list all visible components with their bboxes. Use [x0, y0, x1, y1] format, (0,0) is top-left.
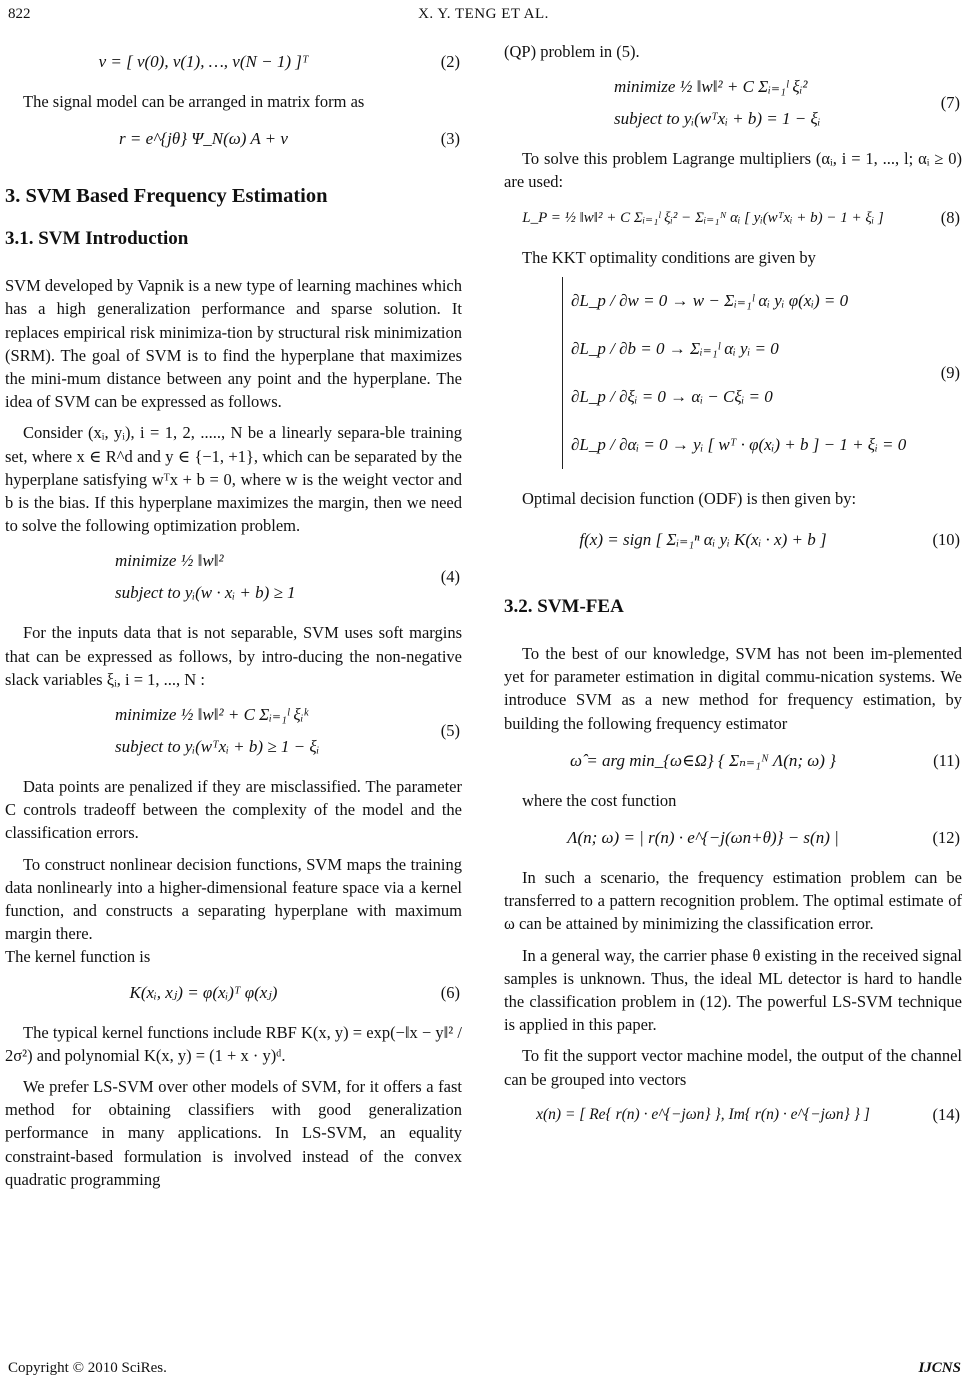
paragraph-soft-margin: For the inputs data that is not separable, SVM uses soft margins that can be expressed as follows, by intro-ducing the non-negative slack variables ξᵢ, i = 1, ..., N :: [5, 623, 462, 689]
page-number: 822: [8, 6, 31, 22]
equation-4: [5, 545, 462, 609]
paragraph-best-knowledge: To the best of our knowledge, SVM has not been im-plemented yet for parameter estimation in digital commu-nication systems. We introduce SVM as a new method for frequency estimation, by building the following frequency estimator: [504, 644, 962, 733]
subsection-heading-3-1: 3.1. SVM Introduction: [5, 228, 189, 250]
paragraph-consider: Consider (xᵢ, yᵢ), i = 1, 2, ....., N be a linearly separa-ble training set, where x ∈ R^d and y ∈ {−1, +1}, which can be separated by the hyperplane satisfying wᵀx + b = 0, where w is the weight vector and b is the bias. If this hyperplane maximizes the margin, then we need to solve the following optimization problem.: [5, 423, 462, 536]
copyright-notice: Copyright © 2010 SciRes.: [8, 1360, 167, 1376]
equation-9-line3: ∂L_p / ∂ξᵢ = 0 → αᵢ − Cξᵢ = 0: [571, 386, 773, 406]
equation-11-text: ω̂ = arg min_{ω∈Ω} { Σₙ₌₁ᴺ Λ(n; ω) }: [570, 750, 836, 770]
paragraph-penalized: Data points are penalized if they are misclassified. The parameter C controls tradeoff between the complexity of the model and the classification errors.: [5, 777, 462, 843]
equation-5-number: (5): [440, 721, 460, 741]
equation-8: [504, 202, 962, 234]
paragraph-kernel-is: The kernel function is: [5, 947, 151, 967]
equation-14: [504, 1099, 962, 1131]
right-column: [504, 40, 962, 1143]
equation-7: [504, 71, 962, 135]
equation-9-number: (9): [940, 362, 960, 382]
paragraph-scenario: In such a scenario, the frequency estimation problem can be transferred to a pattern recognition problem. The optimal estimate of ω can be attained by minimizing the classification error.: [504, 868, 962, 934]
equation-2-text: v = [ v(0), v(1), …, v(N − 1) ]ᵀ: [98, 52, 309, 71]
equation-4-line2: subject to yᵢ(w · xᵢ + b) ≥ 1: [115, 583, 296, 603]
equation-10-text: f(x) = sign [ Σᵢ₌₁ⁿ αᵢ yᵢ K(xᵢ · x) + b ]: [579, 530, 827, 550]
equation-12-text: Λ(n; ω) = | r(n) · e^{−j(ωn+θ)} − s(n) |: [567, 828, 839, 848]
equation-4-number: (4): [440, 567, 460, 587]
equation-3-text: r = e^{jθ} Ψ_N(ω) A + v: [119, 129, 288, 149]
paragraph-kkt: The KKT optimality conditions are given by: [522, 247, 816, 267]
paragraph-nonlinear: To construct nonlinear decision functions, SVM maps the training data nonlinearly into a higher-dimensional feature space via a kernel function, and constructs a separating hyperplane with maximum margin there.: [5, 854, 462, 944]
equation-9-line1: ∂L_p / ∂w = 0 → w − Σᵢ₌₁ˡ αᵢ yᵢ φ(xᵢ) = 0: [571, 290, 849, 310]
left-column: [5, 40, 462, 1199]
equation-5-line1: minimize ½ ‖w‖² + C Σᵢ₌₁ˡ ξᵢᵏ: [115, 705, 309, 725]
paragraph-ls-svm: We prefer LS-SVM over other models of SVM, for it offers a fast method for obtaining classifiers with good generalization performance in many applications. In LS-SVM, an equality constraint-based formulation is involved instead of the convex quadratic programming: [5, 1077, 462, 1189]
page-footer: [0, 1360, 967, 1382]
equation-14-text: x(n) = [ Re{ r(n) · e^{−jωn} }, Im{ r(n) · e^{−jωn} } ]: [536, 1105, 870, 1123]
paragraph-typical-kernels: The typical kernel functions include RBF K(x, y) = exp(−‖x − y‖² / 2σ²) and polynomial K(x, y) = (1 + x · y)ᵈ.: [5, 1022, 462, 1065]
equation-7-line2: subject to yᵢ(wᵀxᵢ + b) = 1 − ξᵢ: [614, 109, 821, 129]
paragraph-signal-model: The signal model can be arranged in matrix form as: [23, 92, 365, 111]
equation-7-line1: minimize ½ ‖w‖² + C Σᵢ₌₁ˡ ξᵢ²: [614, 77, 808, 97]
equation-9-line2: ∂L_p / ∂b = 0 → Σᵢ₌₁ˡ αᵢ yᵢ = 0: [571, 338, 779, 358]
equation-5-line2: subject to yᵢ(wᵀxᵢ + b) ≥ 1 − ξᵢ: [115, 737, 320, 757]
equation-8-number: (8): [940, 207, 960, 227]
journal-name: IJCNS: [918, 1360, 961, 1376]
equation-11: [504, 745, 962, 777]
equation-9-line4: ∂L_p / ∂αᵢ = 0 → yᵢ [ wᵀ · φ(xᵢ) + b ] − 1 + ξᵢ = 0: [571, 434, 907, 454]
paragraph-cost-function: where the cost function: [522, 790, 677, 810]
equation-14-number: (14): [932, 1104, 960, 1124]
equation-4-line1: minimize ½ ‖w‖²: [115, 551, 224, 571]
equation-6: [5, 977, 462, 1009]
equation-3-number: (3): [440, 129, 460, 149]
paragraph-qp: (QP) problem in (5).: [504, 42, 640, 61]
page-header: [0, 6, 967, 30]
running-title: X. Y. TENG ET AL.: [418, 6, 549, 22]
equation-6-number: (6): [440, 982, 460, 1002]
equation-10-number: (10): [932, 530, 960, 550]
paragraph-lagrange: To solve this problem Lagrange multipliers (αᵢ, i = 1, ..., l; αᵢ ≥ 0) are used:: [504, 149, 962, 192]
paragraph-odf: Optimal decision function (ODF) is then given by:: [522, 488, 857, 508]
equation-7-number: (7): [940, 93, 960, 113]
equation-9-system: [562, 277, 907, 469]
equation-3: [5, 123, 462, 155]
equation-8-text: L_P = ½ ‖w‖² + C Σᵢ₌₁ˡ ξᵢ² − Σᵢ₌₁ᴺ αᵢ [ yᵢ(wᵀxᵢ + b) − 1 + ξᵢ ]: [522, 209, 884, 226]
equation-2-number: (2): [440, 52, 460, 71]
paragraph-svm-intro: SVM developed by Vapnik is a new type of learning machines which has a high generalization performance and sparse solution. It replaces empirical risk minimiza-tion by structural risk minimization (SRM). The goal of SVM is to find the hyperplane that maximizes the mini-mum distance between any point and the hyperplane. The idea of SVM can be expressed as follows.: [5, 276, 462, 412]
paragraph-carrier-phase: In a general way, the carrier phase θ existing in the received signal samples is unknown. Thus, the ideal ML detector is hard to handle the classification problem in (12). The powerful LS-SVM technique is applied in this paper.: [504, 945, 962, 1035]
equation-2: [5, 46, 462, 78]
subsection-heading-3-2: 3.2. SVM-FEA: [504, 596, 624, 618]
paragraph-fit-model: To fit the support vector machine model, the output of the channel can be grouped into vectors: [504, 1046, 962, 1089]
equation-11-number: (11): [933, 750, 960, 770]
equation-12: [504, 822, 962, 854]
section-heading-3: 3. SVM Based Frequency Estimation: [5, 185, 328, 208]
equation-10: [504, 524, 962, 556]
equation-5: [5, 699, 462, 763]
equation-12-number: (12): [932, 828, 960, 848]
equation-9: [504, 277, 962, 469]
equation-6-text: K(xᵢ, xⱼ) = φ(xᵢ)ᵀ φ(xⱼ): [129, 982, 278, 1002]
